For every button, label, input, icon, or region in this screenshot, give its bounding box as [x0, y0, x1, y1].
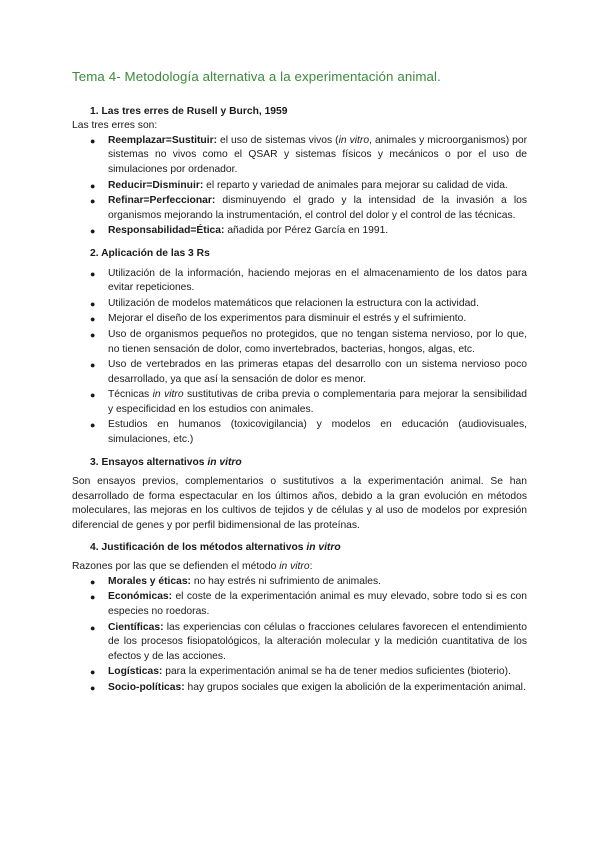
list-item: ● Logísticas: para la experimentación animal se ha de tener medios suficientes (bioterio).: [90, 666, 511, 678]
list-item: ● Morales y éticas: no hay estrés ni sufrimiento de animales.: [90, 575, 382, 587]
list-item: ● Estudios en humanos (toxicovigilancia) y modelos en educación (audiovisuales, simulaciones, etc.): [90, 419, 527, 446]
section-heading-2: 2. Aplicación de las 3 Rs: [90, 247, 210, 259]
list-item: ● Utilización de la información, haciendo mejoras en el almacenamiento de los datos para evitar repeticiones.: [90, 267, 527, 294]
section-heading-4: 4. Justificación de los métodos alternativos in vitro: [90, 541, 341, 553]
list-item: ● Técnicas in vitro sustitutivas de criba previa o complementaria para mejorar la sensibilidad y especificidad en los estudios con animales.: [90, 389, 527, 415]
section-2-list: [72, 267, 527, 448]
list-item: ● Uso de vertebrados en las primeras etapas del desarrollo con un sistema nervioso poco desarrollado, ya que así la sensación de dolor es menor.: [90, 359, 527, 385]
list-item: ● Socio-políticas: hay grupos sociales que exigen la abolición de la experimentación animal.: [90, 681, 526, 693]
section-1-list: [72, 134, 527, 239]
section-1-intro: Las tres erres son:: [72, 120, 158, 132]
list-item: ● Reducir=Disminuir: el reparto y variedad de animales para mejorar su calidad de vida.: [90, 179, 508, 191]
section-4-intro: Razones por las que se defienden el método in vitro:: [72, 561, 313, 573]
list-item: ● Mejorar el diseño de los experimentos para disminuir el estrés y el sufrimiento.: [90, 313, 467, 325]
list-item: ● Refinar=Perfeccionar: disminuyendo el grado y la intensidad de la invasión a los organismos mejorando la instrumentación, el control del dolor y el control de las técnicas.: [90, 195, 527, 221]
list-item: ● Utilización de modelos matemáticos que relacionen la estructura con la actividad.: [90, 297, 479, 309]
section-heading-1: 1. Las tres erres de Rusell y Burch, 1959: [90, 105, 288, 117]
page-title: Tema 4- Metodología alternativa a la experimentación animal.: [72, 69, 441, 84]
list-item: ● Científicas: las experiencias con células o fracciones celulares favorecen el entendimiento de los procesos fisiopatológicos, la alteración molecular y la medición cuantitativa de los efectos y de las acciones.: [90, 621, 527, 662]
section-4-list: [72, 575, 527, 696]
list-item: ● Uso de organismos pequeños no protegidos, que no tengan sistema nervioso, por lo que, no tienen sensación de dolor, como invertebrados, bacterias, hongos, algas, etc.: [90, 328, 527, 355]
list-item-text-with-italic: el uso de sistemas vivos (in vitro, animales y microorganismos) por sistemas no vivos como el QSAR y sistemas físicos y mecánicos o por el uso de simulaciones por ordenador.: [108, 134, 527, 175]
list-item: ● Reemplazar=Sustituir: el uso de sistemas vivos (in vitro, animales y microorganismos) por sistemas no vivos como el QSAR y sistemas físicos y mecánicos o por el uso de simulaciones por ordenador.: [90, 134, 527, 175]
list-item: ● Económicas: el coste de la experimentación animal es muy elevado, sobre todo si es con especies no roedoras.: [90, 591, 527, 617]
section-heading-3: 3. Ensayos alternativos in vitro: [90, 456, 242, 468]
list-item: ● Responsabilidad=Ética: añadida por Pérez García en 1991.: [90, 225, 389, 237]
section-3-body: Son ensayos previos, complementarios o sustitutivos a la experimentación animal. Se han desarrollado de forma espectacular en los últimos años, debido a la gran evolución en métodos moleculares, las mejoras en los cultivos de tejidos y de células y al uso de modelos por expresión diferencial de genes y por perfil bidimensional de las proteínas.: [72, 476, 527, 532]
document-page: [72, 70, 527, 697]
